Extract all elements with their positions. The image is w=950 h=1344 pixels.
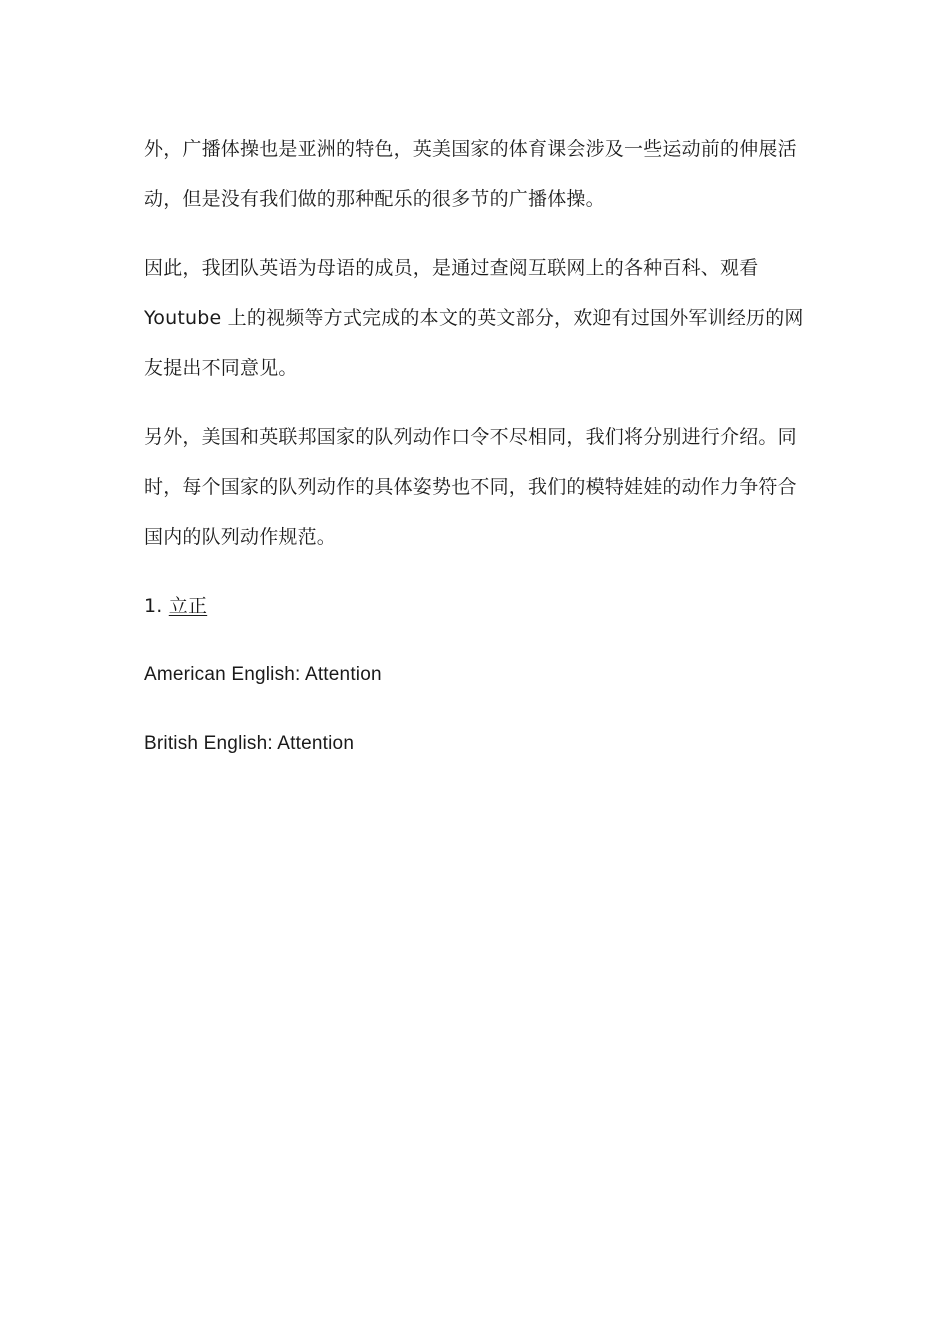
british-english-line: British English: Attention bbox=[144, 733, 355, 754]
american-english-line: American English: Attention bbox=[144, 664, 382, 685]
paragraph-broadcast-exercise bbox=[144, 124, 806, 224]
text-line: 因此，我团队英语为母语的成员，是通过查阅互联网上的各种百科、观看 bbox=[144, 257, 759, 279]
text-line: 另外，美国和英联邦国家的队列动作口令不尽相同，我们将分别进行介绍。同 bbox=[144, 426, 797, 448]
text-line: 国内的队列动作规范。 bbox=[144, 526, 337, 548]
text-line: Youtube 上的视频等方式完成的本文的英文部分，欢迎有过国外军训经历的网 bbox=[144, 307, 804, 329]
item-number: 1. bbox=[144, 595, 163, 617]
paragraph-drill-differences bbox=[144, 412, 806, 562]
text-line: 动，但是没有我们做的那种配乐的很多节的广播体操。 bbox=[144, 188, 605, 210]
document-body bbox=[144, 124, 806, 788]
item-title-link[interactable]: 立正 bbox=[168, 595, 208, 617]
text-line: 友提出不同意见。 bbox=[144, 357, 298, 379]
text-line: 外，广播体操也是亚洲的特色，英美国家的体育课会涉及一些运动前的伸展活 bbox=[144, 138, 797, 160]
item-heading bbox=[144, 581, 806, 631]
paragraph-team-sources bbox=[144, 243, 806, 393]
text-line: 时，每个国家的队列动作的具体姿势也不同，我们的模特娃娃的动作力争符合 bbox=[144, 476, 797, 498]
